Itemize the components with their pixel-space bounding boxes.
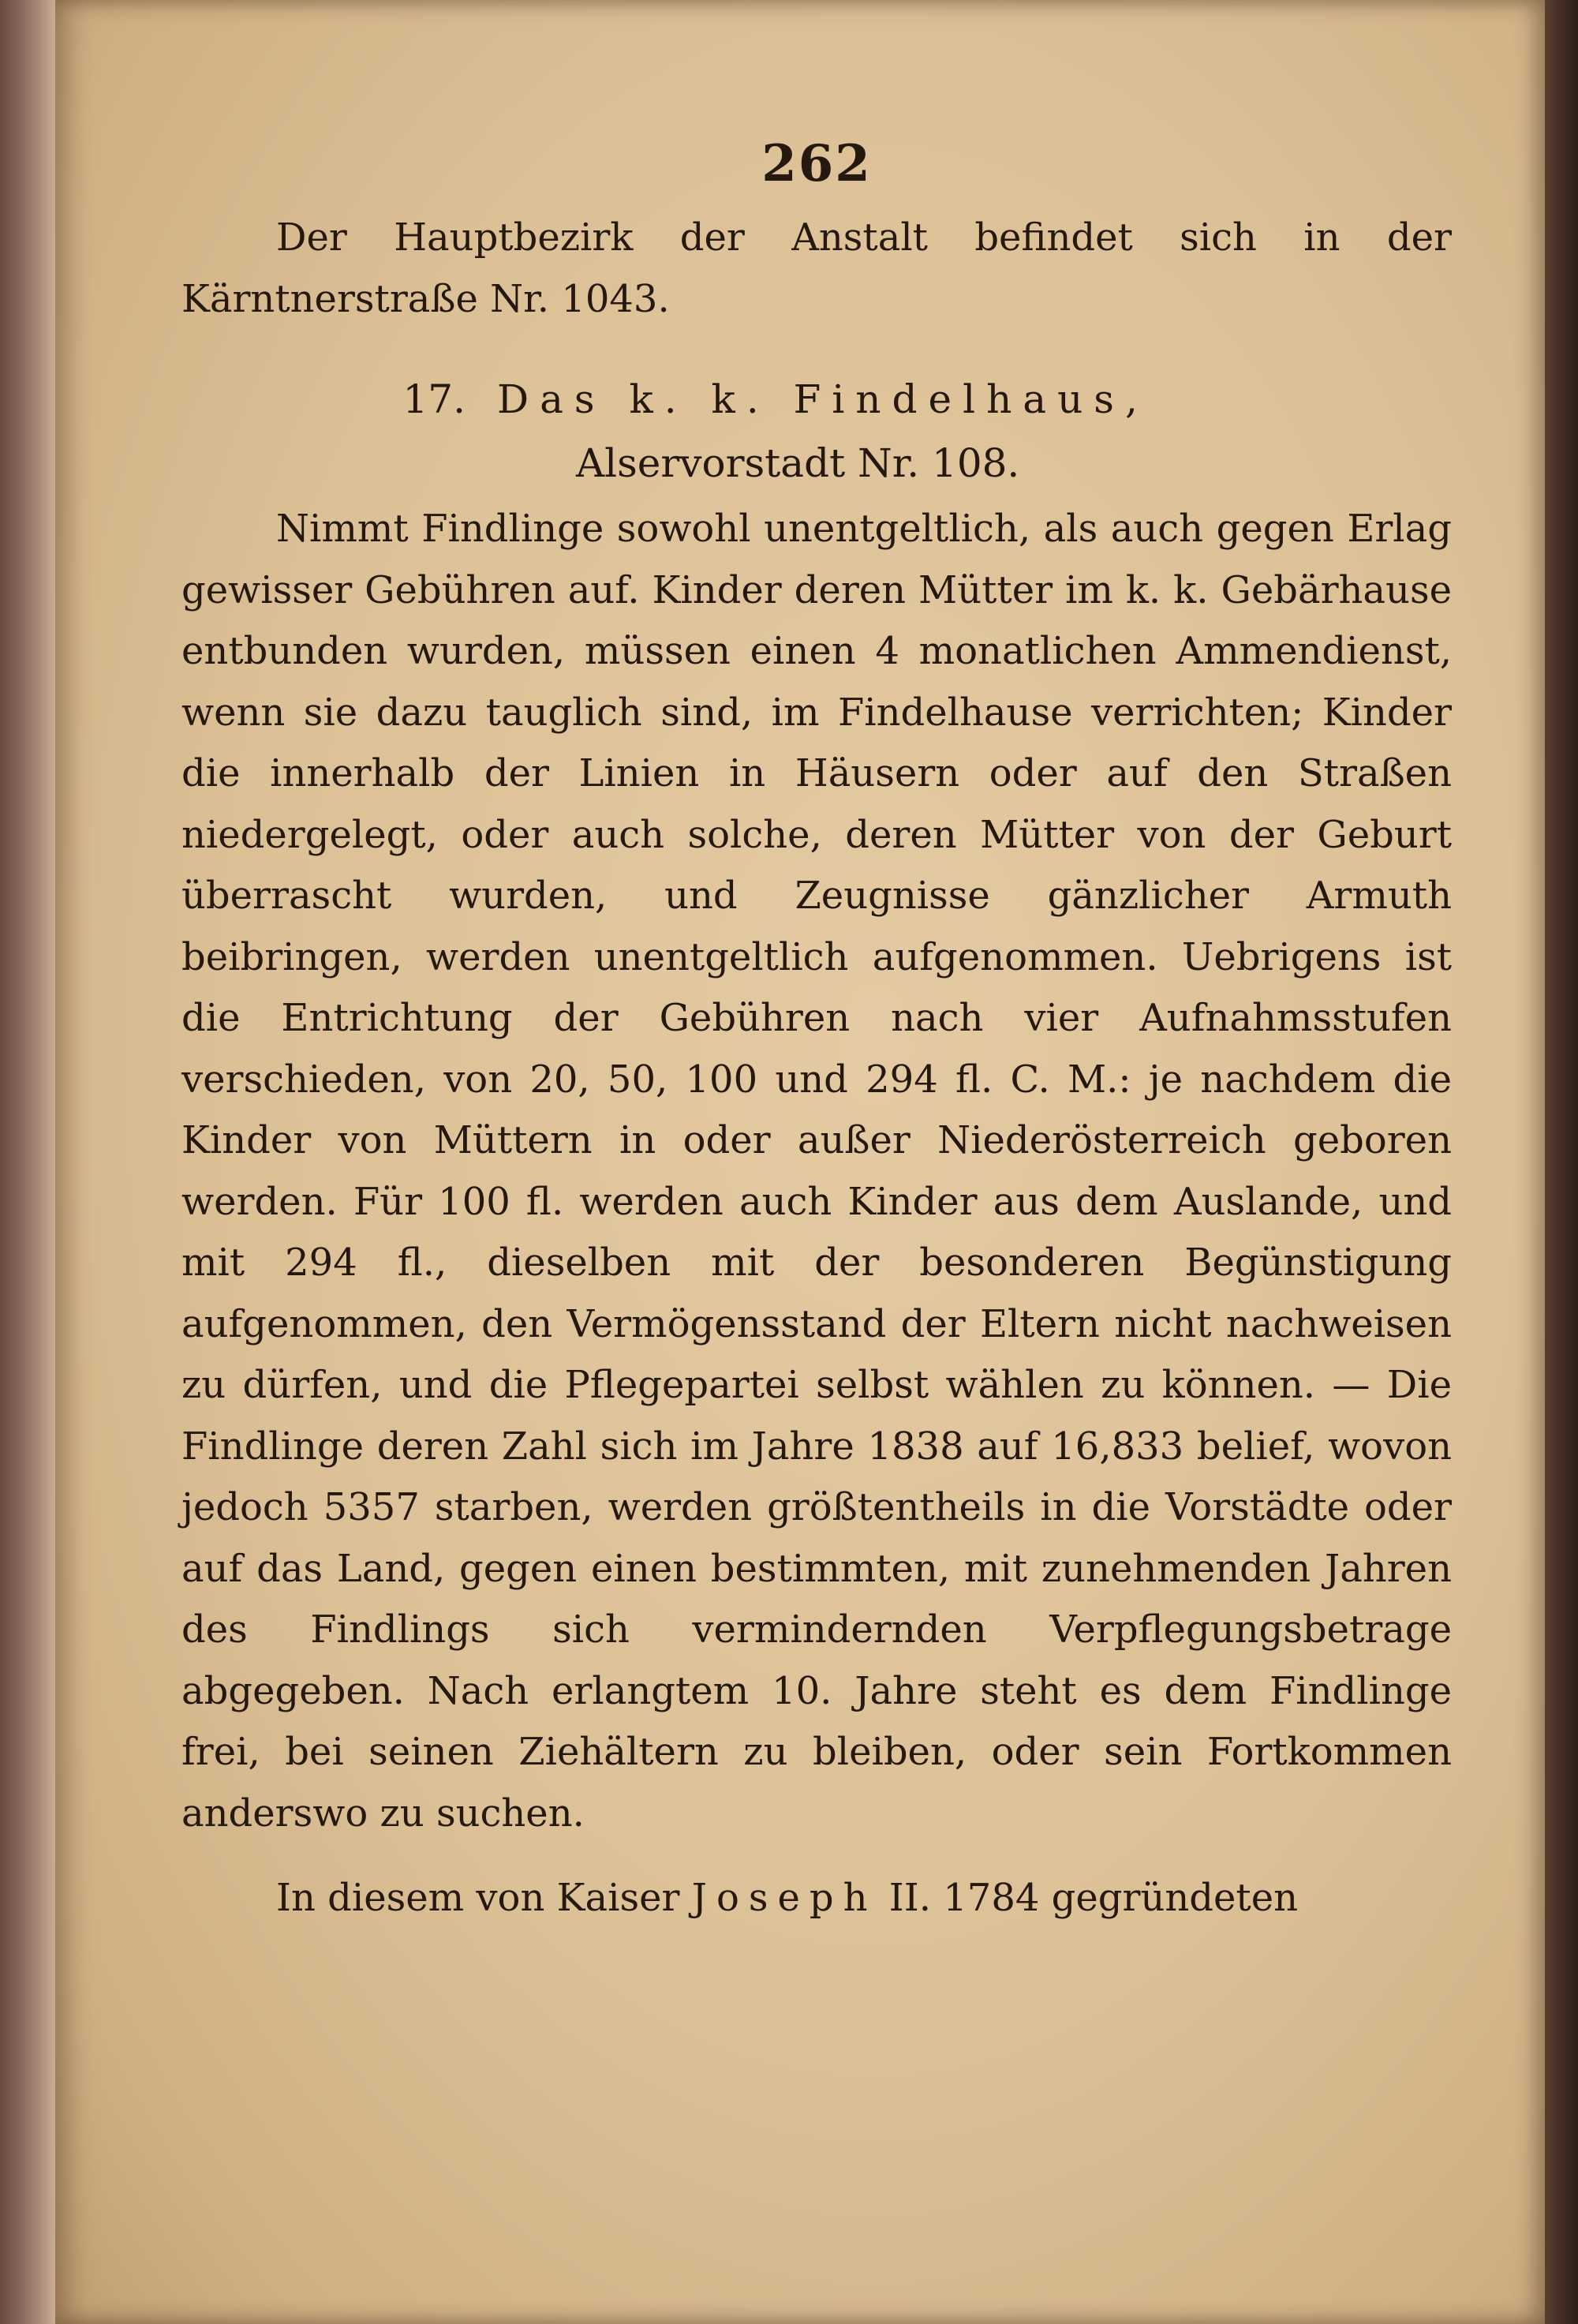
closing-lead: In diesem von Kaiser [276, 1876, 680, 1920]
section-heading [181, 368, 1452, 431]
section-number: 17. [402, 376, 466, 422]
section-location: Alservorstadt Nr. 108. [576, 440, 1020, 486]
page-number: 262 [761, 134, 872, 193]
page-stack-edge-left [0, 0, 55, 2324]
closing-line [181, 1868, 1452, 1929]
book-page [55, 0, 1545, 2324]
page-text-block [181, 134, 1452, 2265]
body-paragraph: Nimmt Findlinge sowohl unentgeltlich, als auch gegen Erlag gewisser Gebühren auf. Kinder deren Mütter im k. k. Gebärhause entbunden wurden, müssen einen 4 monatlichen Ammendienst, wenn sie dazu tauglich sind, im Findelhause verrichten; Kinder die innerhalb der Linien in Häusern oder auf den Straßen niedergelegt, oder auch solche, deren Mütter von der Geburt überrascht wurden, und Zeugnisse gänzlicher Armuth beibringen, werden unentgeltlich aufgenommen. Uebrigens ist die Entrichtung der Gebühren nach vier Aufnahmsstufen verschieden, von 20, 50, 100 und 294 fl. C. M.: je nachdem die Kinder von Müttern in oder außer Niederösterreich geboren werden. Für 100 fl. werden auch Kinder aus dem Auslande, und mit 294 fl., dieselben mit der besonderen Begünstigung aufgenommen, den Vermögensstand der Eltern nicht nachweisen zu dürfen, und die Pflegepartei selbst wählen zu können. — Die Findlinge deren Zahl sich im Jahre 1838 auf 16,833 belief, wovon jedoch 5357 starben, werden größtentheils in die Vorstädte oder auf das Land, gegen einen bestimmten, mit zunehmenden Jahren des Findlings sich vermindernden Verpflegungsbetrage abgegeben. Nach erlangtem 10. Jahre steht es dem Findlinge frei, bei seinen Ziehältern zu bleiben, oder sein Fortkommen anderswo zu suchen. [181, 507, 1452, 1836]
intro-paragraph: Der Hauptbezirk der Anstalt befindet sich in der Kärntnerstraße Nr. 1043. [181, 215, 1452, 321]
book-cover-edge-right [1545, 0, 1578, 2324]
closing-name: Joseph [691, 1876, 877, 1920]
section-title: Das k. k. Findelhaus, [497, 376, 1149, 422]
closing-rest: II. 1784 gegründeten [888, 1876, 1299, 1920]
